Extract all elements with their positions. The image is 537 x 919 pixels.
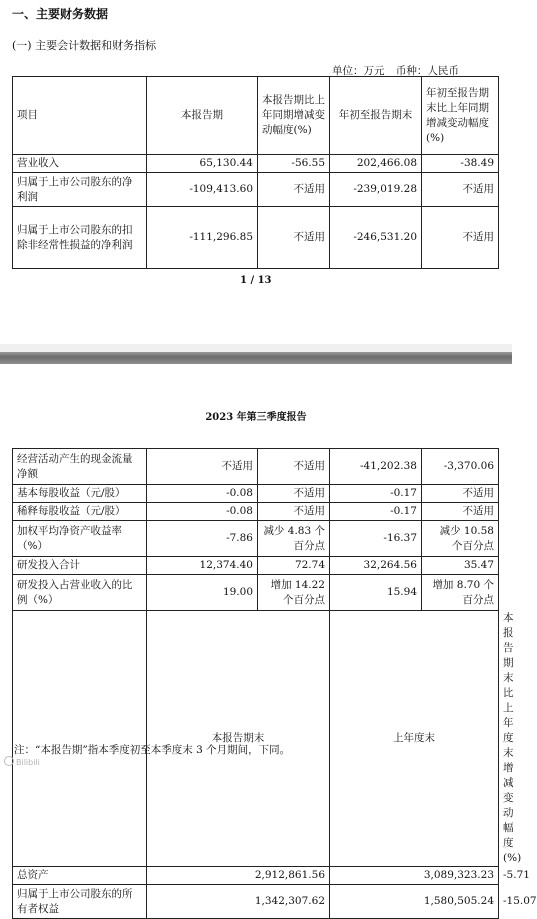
- table-cell: 不适用: [422, 485, 499, 503]
- table-cell: 减少 10.58 个百分点: [422, 521, 499, 557]
- table-cell: 增加 14.22 个百分点: [258, 575, 330, 611]
- table-row: 归属于上市公司股东的所有者权益 1,342,307.62 1,580,505.24 -15.07: [13, 885, 499, 919]
- table-cell: -7.86: [147, 521, 258, 557]
- table-cell: 不适用: [258, 173, 330, 207]
- balance-header-row: 本报告期末 上年度末 本报告期末比上年度末增减变动幅度(%): [13, 611, 499, 867]
- table-cell: 19.00: [147, 575, 258, 611]
- table-row: 总资产 2,912,861.56 3,089,323.23 -5.71: [13, 867, 499, 885]
- table-header-row: [13, 77, 499, 155]
- row-label: 归属于上市公司股东的所有者权益: [13, 885, 147, 919]
- header-cell: 年初至报告期末比上年同期增减变动幅度(%): [422, 77, 499, 155]
- page-gap: [0, 344, 512, 352]
- table-cell: 不适用: [258, 207, 330, 269]
- table-cell: 增加 8.70 个百分点: [422, 575, 499, 611]
- table-cell: 不适用: [147, 449, 258, 485]
- table-row: [13, 575, 499, 611]
- report-header: 2023 年第三季度报告: [205, 412, 307, 423]
- table-row: [13, 155, 499, 173]
- subsection-title: (一) 主要会计数据和财务指标: [12, 39, 157, 52]
- table-row: [13, 173, 499, 207]
- header-cell: [13, 611, 147, 867]
- table-cell: 2,912,861.56: [147, 867, 330, 885]
- table-cell: -0.17: [330, 503, 422, 521]
- table-cell: 3,089,323.23: [330, 867, 499, 885]
- table-cell: 202,466.08: [330, 155, 422, 173]
- header-cell: 本报告期: [147, 77, 258, 155]
- table-cell: 不适用: [258, 485, 330, 503]
- table-cell: 12,374.40: [147, 557, 258, 575]
- row-label: 归属于上市公司股东的扣除非经常性损益的净利润: [13, 207, 147, 269]
- row-label: 研发投入合计: [13, 557, 147, 575]
- financial-data-table-2: [12, 448, 537, 919]
- table-cell: -0.17: [330, 485, 422, 503]
- table-row: [13, 485, 499, 503]
- footnote: 注：“本报告期”指本季度初至本季度末 3 个月期间，下同。: [14, 744, 291, 756]
- table-cell: 32,264.56: [330, 557, 422, 575]
- table-row: [13, 521, 499, 557]
- table-cell: 不适用: [258, 449, 330, 485]
- camera-logo-icon: [4, 756, 14, 766]
- page-number: 1 / 13: [240, 275, 272, 286]
- header-cell: 项目: [13, 77, 147, 155]
- table-cell: -0.08: [147, 485, 258, 503]
- page-separator: [0, 352, 512, 364]
- table-cell: -16.37: [330, 521, 422, 557]
- row-label: 加权平均净资产收益率（%）: [13, 521, 147, 557]
- row-label: 总资产: [13, 867, 147, 885]
- table-cell: -41,202.38: [330, 449, 422, 485]
- header-cell: 本报告期比上年同期增减变动幅度(%): [258, 77, 330, 155]
- table-row: [13, 557, 499, 575]
- table-cell: 减少 4.83 个百分点: [258, 521, 330, 557]
- row-label: 经营活动产生的现金流量净额: [13, 449, 147, 485]
- table-cell: -3,370.06: [422, 449, 499, 485]
- row-label: 归属于上市公司股东的净利润: [13, 173, 147, 207]
- row-label: 稀释每股收益（元/股）: [13, 503, 147, 521]
- row-label: 营业收入: [13, 155, 147, 173]
- section-title: 一、主要财务数据: [12, 7, 109, 21]
- table-cell: -109,413.60: [147, 173, 258, 207]
- unit-currency-line: 单位：万元 币种：人民币: [332, 65, 459, 77]
- table-cell: -38.49: [422, 155, 499, 173]
- table-row: [13, 449, 499, 485]
- row-label: 基本每股收益（元/股）: [13, 485, 147, 503]
- table-cell: -239,019.28: [330, 173, 422, 207]
- table-row: [13, 207, 499, 269]
- table-cell: 35.47: [422, 557, 499, 575]
- header-cell: 年初至报告期末: [330, 77, 422, 155]
- table-cell: 不适用: [422, 207, 499, 269]
- watermark: [4, 756, 40, 767]
- table-cell: -56.55: [258, 155, 330, 173]
- table-cell: 72.74: [258, 557, 330, 575]
- table-row: [13, 503, 499, 521]
- watermark-text: Bilibili: [16, 758, 40, 767]
- table-cell: -111,296.85: [147, 207, 258, 269]
- table-cell: 65,130.44: [147, 155, 258, 173]
- table-cell: -0.08: [147, 503, 258, 521]
- table-cell: 不适用: [422, 173, 499, 207]
- financial-data-table-1: [12, 76, 499, 269]
- header-cell: 本报告期末: [147, 611, 330, 867]
- table-cell: 15.94: [330, 575, 422, 611]
- table-cell: 1,342,307.62: [147, 885, 330, 919]
- header-cell: 上年度末: [330, 611, 499, 867]
- row-label: 研发投入占营业收入的比例（%）: [13, 575, 147, 611]
- table-cell: -246,531.20: [330, 207, 422, 269]
- table-cell: 不适用: [258, 503, 330, 521]
- table-cell: 1,580,505.24: [330, 885, 499, 919]
- table-cell: 不适用: [422, 503, 499, 521]
